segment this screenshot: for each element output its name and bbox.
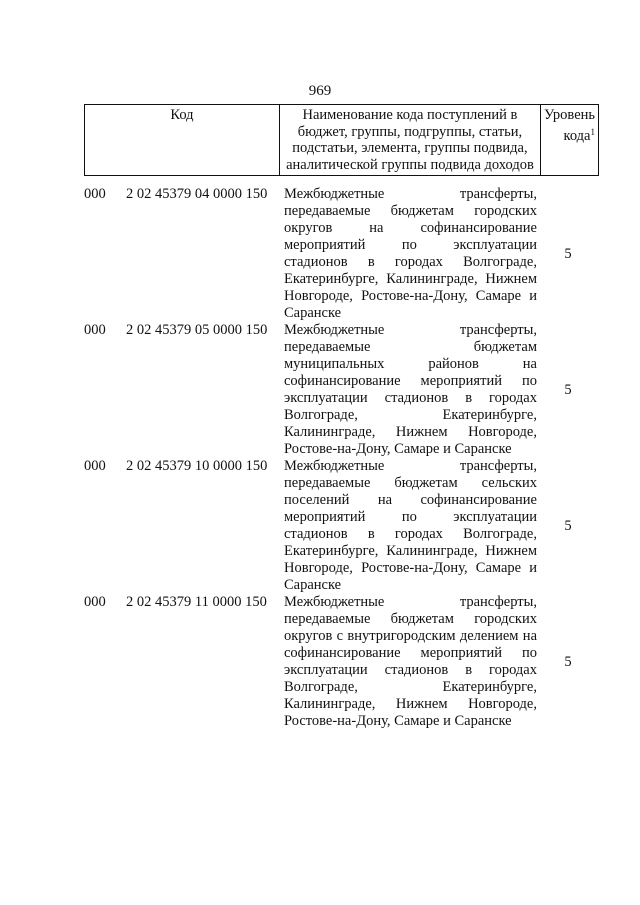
revenue-code: 2 02 45379 04 0000 150 [126, 186, 268, 202]
code-level: 5 [564, 245, 572, 262]
revenue-name: Межбюджетные трансферты, передаваемые бюджетам сельских поселений на софинансирование мероприятий по эксплуатации стадионов в городах Волгограде, Екатеринбурге, Калининграде, Нижнем Новгороде, Ростове-на-Дону, Самаре и Саранске [284, 458, 537, 593]
table-row [84, 594, 599, 730]
header-name: Наименование кода поступлений в бюджет, группы, подгруппы, статьи, подстатьи, элемента, группы подвида, аналитической группы подвида доходов [279, 105, 540, 176]
header-level [540, 105, 598, 176]
admin-code: 000 [84, 186, 106, 202]
table-body [84, 186, 599, 730]
revenue-name: Межбюджетные трансферты, передаваемые бюджетам городских округов с внутригородским делением на софинансирование мероприятий по эксплуатации стадионов в городах Волгограде, Екатеринбурге, Калининграде, Нижнем Новгороде, Ростове-на-Дону, Самаре и Саранске [284, 594, 537, 729]
revenue-code: 2 02 45379 05 0000 150 [126, 322, 268, 338]
table-row [84, 322, 599, 458]
header-code: Код [85, 105, 280, 176]
revenue-name: Межбюджетные трансферты, передаваемые бюджетам городских округов на софинансирование мероприятий по эксплуатации стадионов в городах Волгограде, Екатеринбурге, Калининграде, Нижнем Новгороде, Ростове-на-Дону, Самаре и Саранске [284, 186, 537, 321]
code-level: 5 [564, 653, 572, 670]
table-row [84, 458, 599, 594]
header-level-footnote: 1 [590, 126, 595, 137]
admin-code: 000 [84, 594, 106, 610]
admin-code: 000 [84, 322, 106, 338]
revenue-code: 2 02 45379 11 0000 150 [126, 594, 267, 610]
table-row [84, 186, 599, 322]
revenue-code: 2 02 45379 10 0000 150 [126, 458, 268, 474]
table-header [84, 104, 599, 176]
revenue-name: Межбюджетные трансферты, передаваемые бюджетам муниципальных районов на софинансирование мероприятий по эксплуатации стадионов в городах Волгограде, Екатеринбурге, Калининграде, Нижнем Новгороде, Ростове-на-Дону, Самаре и Саранске [284, 322, 537, 457]
code-level: 5 [564, 381, 572, 398]
code-level: 5 [564, 517, 572, 534]
header-level-label: Уровень кода [543, 107, 595, 144]
page-number: 969 [308, 83, 332, 99]
admin-code: 000 [84, 458, 106, 474]
